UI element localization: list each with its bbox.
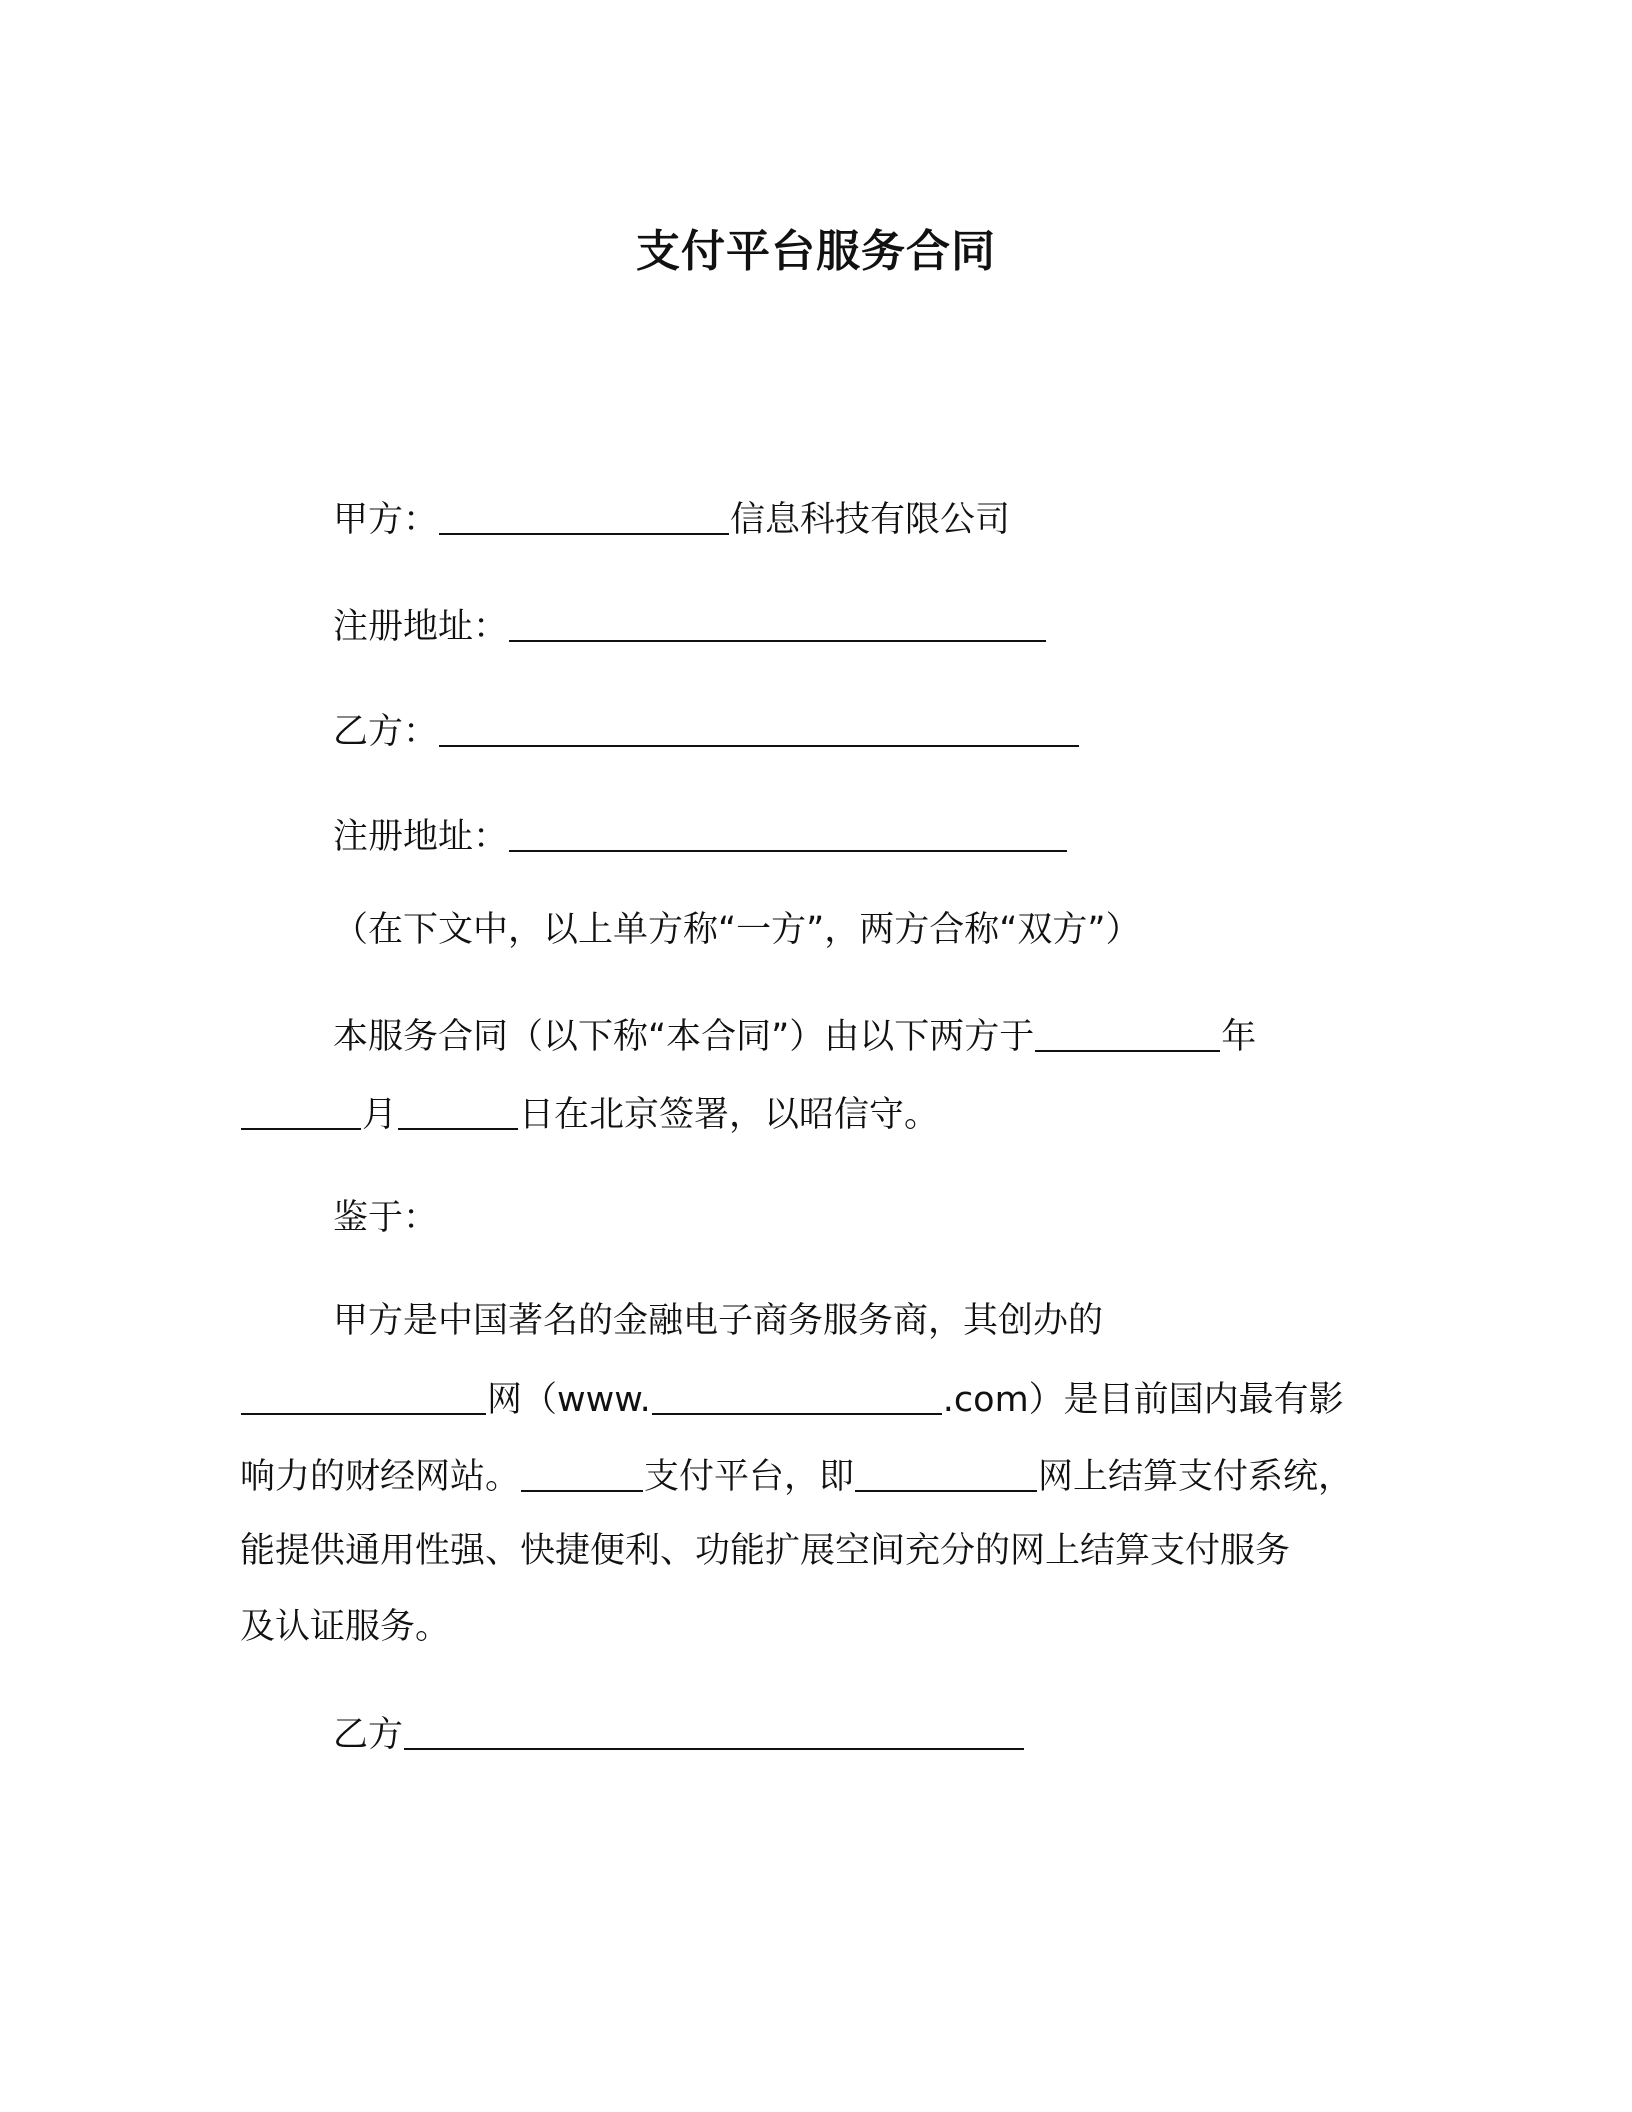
day-blank[interactable] [398, 1092, 518, 1130]
party-a-address-line [333, 600, 1047, 652]
party-a-suffix: 信息科技有限公司 [730, 500, 1011, 540]
clause-a-line-3-start: 响力的财经网站。 [240, 1457, 521, 1497]
month-label: 月 [362, 1095, 398, 1135]
clause-a-line-3-end: 网上结算支付系统， [1038, 1457, 1354, 1497]
month-blank[interactable] [241, 1092, 361, 1130]
clause-a-line-3-mid: 支付平台，即 [644, 1457, 855, 1497]
document-title: 支付平台服务合同 [636, 226, 996, 277]
year-blank[interactable] [1035, 1014, 1220, 1052]
party-b-name-blank[interactable] [439, 709, 1079, 747]
party-a-label: 甲方： [333, 500, 439, 540]
clause-b-label: 乙方 [333, 1715, 404, 1755]
party-b-address-label: 注册地址： [333, 817, 509, 857]
party-a-line [333, 493, 1010, 545]
clause-a-line-1: 甲方是中国著名的金融电子商务服务商，其创办的 [333, 1301, 1104, 1341]
party-a-name-blank[interactable] [439, 497, 729, 535]
signing-rest: 日在北京签署，以昭信守。 [519, 1095, 940, 1135]
signing-intro: 本服务合同（以下称“本合同”）由以下两方于 [333, 1017, 1035, 1057]
platform-name-blank[interactable] [521, 1454, 643, 1492]
domain-rest: .com）是目前国内最有影 [942, 1380, 1344, 1420]
domain-blank[interactable] [652, 1377, 942, 1415]
party-b-line [333, 705, 1080, 757]
clause-a-line-4: 能提供通用性强、快捷便利、功能扩展空间充分的网上结算支付服务 [240, 1531, 1291, 1571]
signing-line-2 [240, 1088, 939, 1140]
clause-b-blank[interactable] [404, 1712, 1024, 1750]
whereas-heading: 鉴于： [333, 1198, 439, 1238]
year-label: 年 [1221, 1017, 1257, 1057]
clause-b-line [333, 1708, 1025, 1760]
party-b-address-blank[interactable] [509, 814, 1067, 852]
party-b-address-line [333, 810, 1068, 862]
system-name-blank[interactable] [855, 1454, 1037, 1492]
definitions-note: （在下文中，以上单方称“一方”，两方合称“双方”） [333, 910, 1141, 950]
clause-a-line-3 [240, 1450, 1353, 1502]
site-name-blank[interactable] [241, 1377, 486, 1415]
party-a-address-label: 注册地址： [333, 607, 509, 647]
clause-a-line-5: 及认证服务。 [240, 1607, 451, 1647]
site-label: 网（www. [487, 1380, 651, 1420]
clause-a-line-2 [240, 1373, 1344, 1425]
party-a-address-blank[interactable] [509, 604, 1046, 642]
party-b-label: 乙方： [333, 712, 439, 752]
signing-line-1 [333, 1010, 1256, 1062]
